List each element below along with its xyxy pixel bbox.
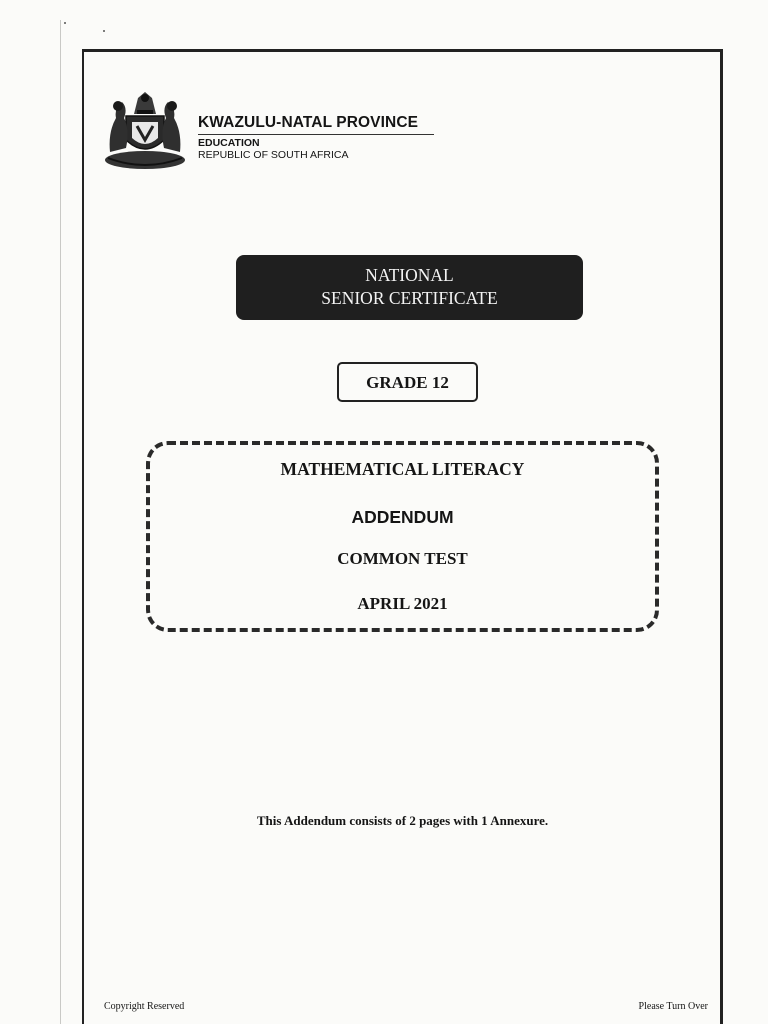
- copyright-footer: Copyright Reserved: [104, 1001, 185, 1012]
- paper-type: ADDENDUM: [351, 507, 454, 527]
- test-date: APRIL 2021: [357, 594, 448, 613]
- coat-of-arms-icon: [102, 88, 188, 172]
- province-title: KWAZULU-NATAL PROVINCE: [198, 114, 419, 131]
- department-label: EDUCATION: [198, 137, 260, 149]
- scan-speck: [64, 22, 66, 24]
- certificate-banner: [236, 255, 583, 320]
- grade-label: GRADE 12: [337, 362, 478, 402]
- certificate-line-1: NATIONAL: [365, 265, 454, 285]
- country-label: REPUBLIC OF SOUTH AFRICA: [198, 149, 349, 161]
- scan-speck: [103, 30, 105, 32]
- page-count-note: This Addendum consists of 2 pages with 1 Annexure.: [256, 813, 549, 828]
- certificate-line-2: SENIOR CERTIFICATE: [321, 288, 498, 308]
- scan-edge-line: [60, 20, 61, 1024]
- test-name: COMMON TEST: [337, 549, 468, 568]
- subject-title: MATHEMATICAL LITERACY: [280, 459, 525, 479]
- header: [102, 88, 462, 178]
- header-rule: [198, 134, 434, 135]
- turn-over-footer: Please Turn Over: [638, 1001, 708, 1012]
